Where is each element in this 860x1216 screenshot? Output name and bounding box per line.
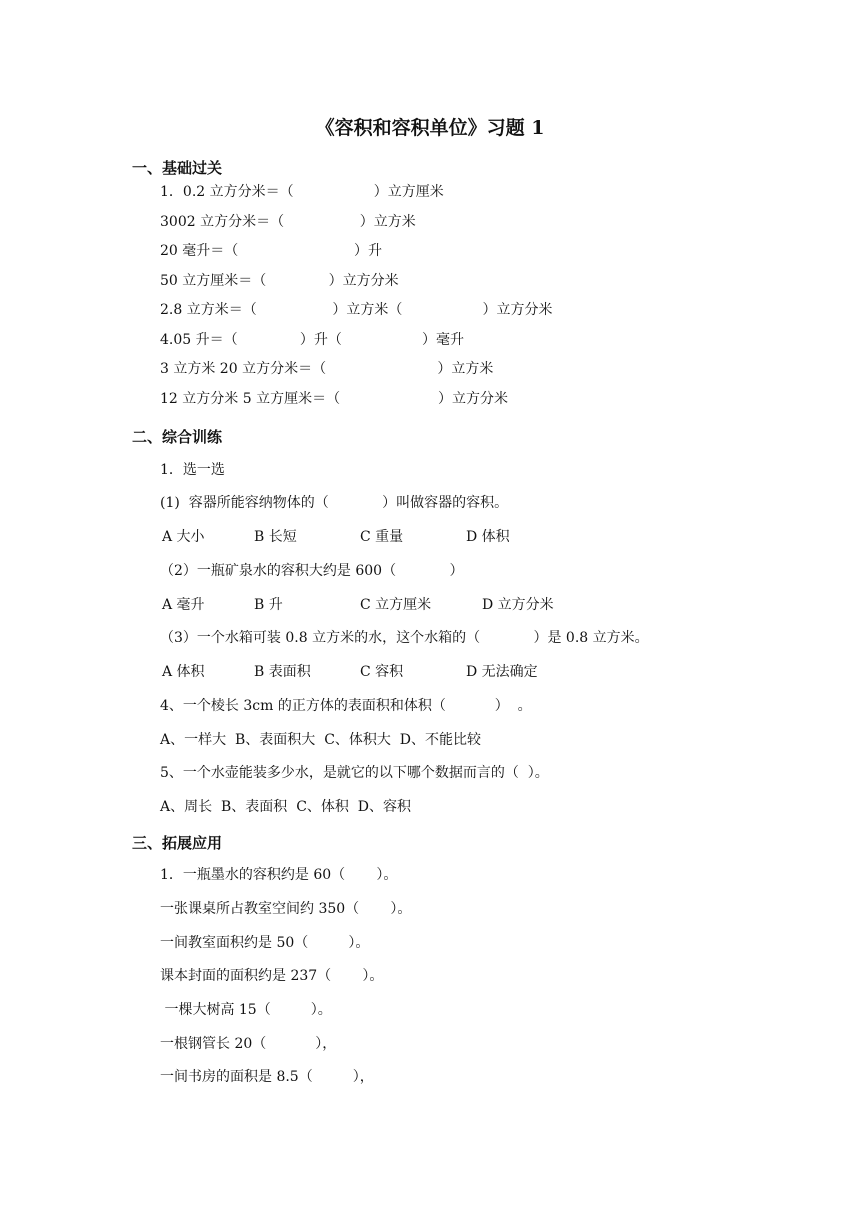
question-text: （2）一瓶矿泉水的容积大约是 600（ ） bbox=[160, 563, 464, 579]
question-line: 3 立方米 20 立方分米＝（ ）立方米 bbox=[160, 361, 494, 377]
question-line: 1．0.2 立方分米＝（ ）立方厘米 bbox=[160, 184, 444, 200]
option-d: D 立方分米 bbox=[482, 597, 554, 613]
question-line: 12 立方分米 5 立方厘米＝（ ）立方分米 bbox=[160, 391, 508, 407]
question-line: 课本封面的面积约是 237（ ）。 bbox=[160, 968, 384, 984]
question-line: 一间书房的面积是 8.5（ ）， bbox=[160, 1069, 374, 1085]
question-line: 1．一瓶墨水的容积约是 60（ ）。 bbox=[160, 867, 398, 883]
question-line: 一棵大树高 15（ ）。 bbox=[160, 1002, 332, 1018]
question-line: 20 毫升＝（ ）升 bbox=[160, 243, 382, 259]
option-d: D 体积 bbox=[466, 529, 510, 545]
option-a: A 大小 bbox=[162, 529, 205, 545]
option-d: D 无法确定 bbox=[466, 664, 538, 680]
question-text: （3）一个水箱可装 0.8 立方米的水，这个水箱的（ ）是 0.8 立方米。 bbox=[160, 630, 649, 646]
question-line: 一间教室面积约是 50（ ）。 bbox=[160, 935, 370, 951]
question-line: 4.05 升＝（ ）升（ ）毫升 bbox=[160, 332, 465, 348]
option-b: B 长短 bbox=[254, 529, 297, 545]
option-a: A 体积 bbox=[162, 664, 205, 680]
option-a: A 毫升 bbox=[162, 597, 205, 613]
options-line: A、一样大 B、表面积大 C、体积大 D、不能比较 bbox=[160, 732, 482, 748]
options-line: A、周长 B、表面积 C、体积 D、容积 bbox=[160, 799, 412, 815]
section-heading-combined: 二、综合训练 bbox=[132, 428, 223, 446]
page-title: 《容积和容积单位》习题 1 bbox=[315, 117, 545, 139]
question-line: 一张课桌所占教室空间约 350（ ）。 bbox=[160, 901, 412, 917]
section-heading-apply: 三、拓展应用 bbox=[132, 834, 223, 852]
option-b: B 升 bbox=[254, 597, 283, 613]
option-c: C 立方厘米 bbox=[360, 597, 432, 613]
question-line: 一根钢管长 20（ ）， bbox=[160, 1036, 337, 1052]
option-c: C 容积 bbox=[360, 664, 404, 680]
option-b: B 表面积 bbox=[254, 664, 311, 680]
question-text: (1) 容器所能容纳物体的（ ）叫做容器的容积。 bbox=[160, 495, 509, 511]
section-heading-basic: 一、基础过关 bbox=[132, 159, 223, 177]
question-text: 5、一个水壶能装多少水，是就它的以下哪个数据而言的（ ）。 bbox=[160, 765, 549, 781]
question-line: 2.8 立方米＝（ ）立方米（ ）立方分米 bbox=[160, 302, 553, 318]
question-text: 4、一个棱长 3cm 的正方体的表面积和体积（ ） 。 bbox=[160, 698, 532, 714]
question-line: 3002 立方分米＝（ ）立方米 bbox=[160, 214, 416, 230]
option-c: C 重量 bbox=[360, 529, 404, 545]
question-line: 50 立方厘米＝（ ）立方分米 bbox=[160, 273, 399, 289]
sub-heading: 1．选一选 bbox=[160, 462, 225, 478]
